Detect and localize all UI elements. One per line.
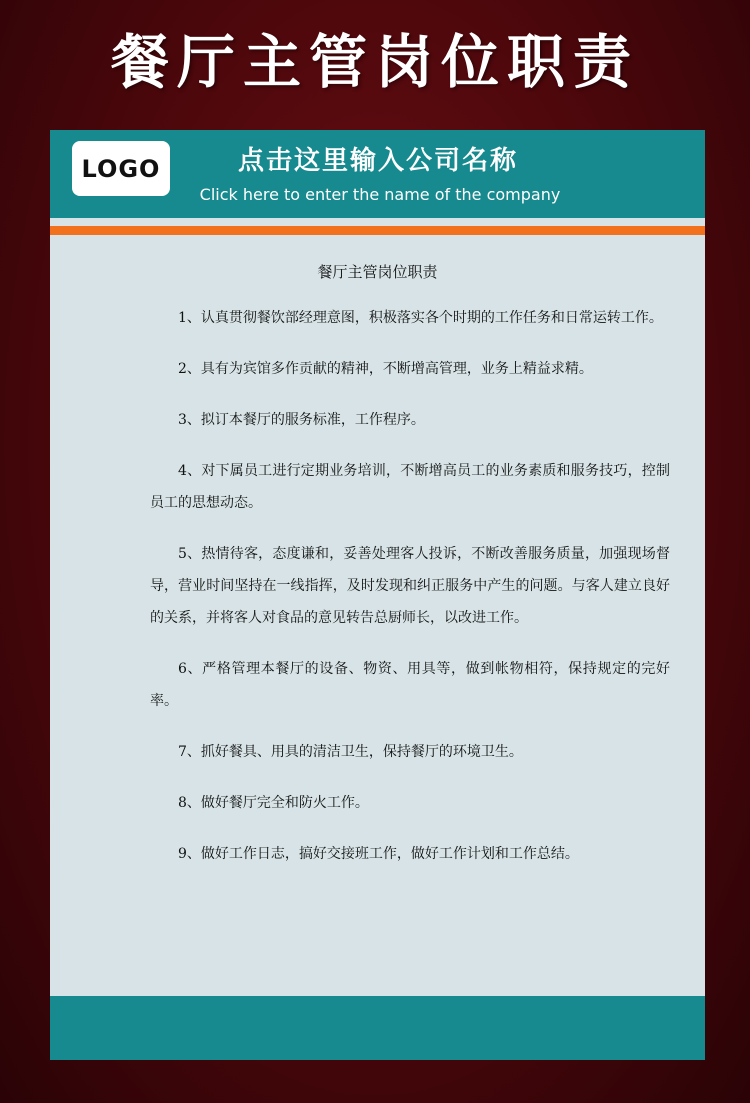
poster-title: 餐厅主管岗位职责	[110, 28, 639, 96]
duty-item-7: 7、抓好餐具、用具的清洁卫生，保持餐厅的环境卫生。	[178, 744, 523, 760]
duty-item-5: 5、热情待客，态度谦和，妥善处理客人投诉，不断改善服务质量，加强现场督导，营业时间坚持在一线指挥，及时发现和纠正服务中产生的问题。与客人建立良好的关系，并将客人对食品的意见转告总厨师长，以改进工作。	[150, 546, 670, 626]
duty-list	[150, 302, 670, 889]
duty-item-9: 9、做好工作日志，搞好交接班工作，做好工作计划和工作总结。	[178, 846, 579, 862]
company-name-en: Click here to enter the name of the company	[199, 185, 561, 204]
duty-item-6: 6、严格管理本餐厅的设备、物资、用具等，做到帐物相符，保持规定的完好率。	[150, 661, 670, 709]
orange-divider	[50, 226, 705, 235]
duty-item-3: 3、拟订本餐厅的服务标准，工作程序。	[178, 412, 425, 428]
footer-band	[50, 996, 705, 1060]
duty-item-2: 2、具有为宾馆多作贡献的精神，不断增高管理，业务上精益求精。	[178, 361, 593, 377]
duty-item-1: 1、认真贯彻餐饮部经理意图，积极落实各个时期的工作任务和日常运转工作。	[178, 310, 663, 326]
logo-placeholder	[72, 141, 170, 196]
document-title: 餐厅主管岗位职责	[317, 263, 438, 281]
duty-item-4: 4、对下属员工进行定期业务培训，不断增高员工的业务素质和服务技巧，控制员工的思想动态。	[150, 463, 670, 511]
logo-label: LOGO	[81, 154, 161, 183]
duty-item-8: 8、做好餐厅完全和防火工作。	[178, 795, 369, 811]
duty-board	[50, 130, 705, 1060]
company-header	[50, 130, 705, 218]
company-name-cn: 点击这里输入公司名称	[237, 146, 518, 176]
